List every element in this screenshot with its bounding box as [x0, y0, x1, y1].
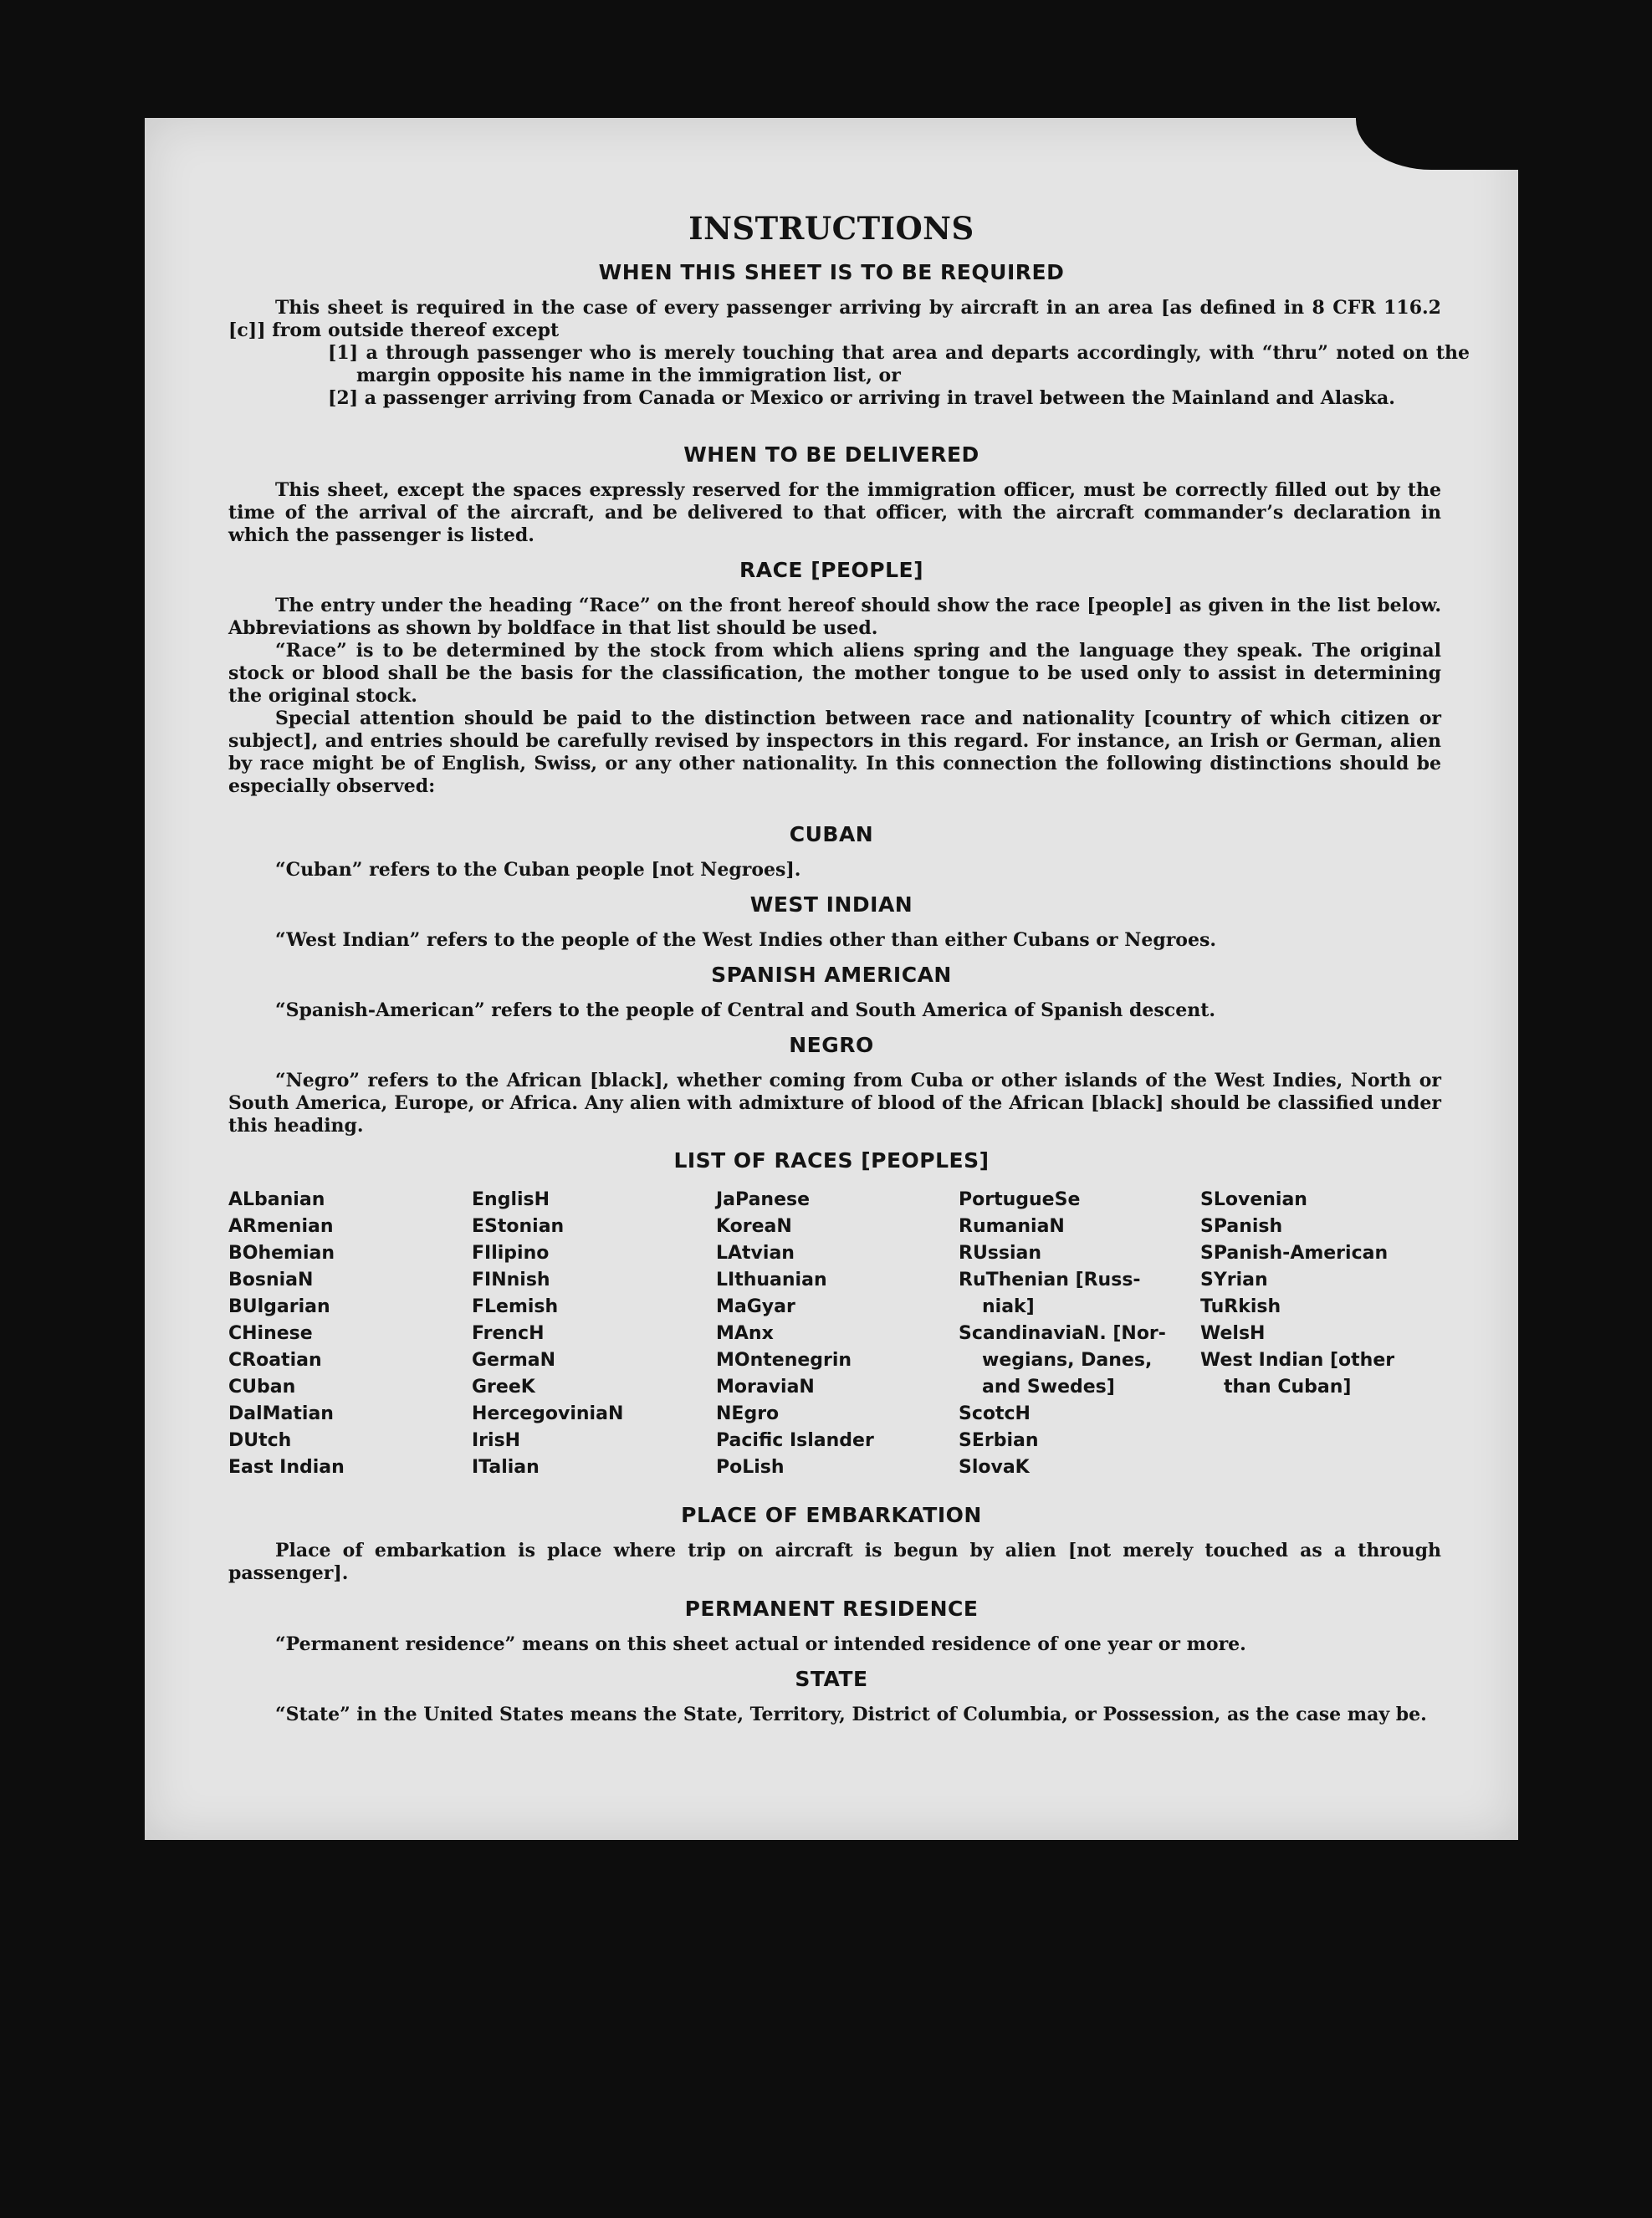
race-item: LAtvian	[716, 1243, 795, 1264]
race-item: FLemish	[472, 1296, 559, 1317]
race-paragraph-1: The entry under the heading “Race” on the front hereof should show the race [people] as given in the list below. Abbreviations as shown by boldface in that list should be used.	[228, 595, 1441, 639]
cuban-text: “Cuban” refers to the Cuban people [not Negroes].	[275, 859, 801, 881]
race-item: PoLish	[716, 1457, 785, 1478]
torn-corner	[1356, 111, 1523, 170]
race-item: NEgro	[716, 1403, 780, 1424]
west-indian-text: “West Indian” refers to the people of the West Indies other than either Cubans or Negroes.	[275, 929, 1217, 951]
race-item: EnglisH	[472, 1189, 550, 1210]
heading-when-delivered: WHEN TO BE DELIVERED	[683, 442, 979, 467]
race-list	[228, 1187, 1441, 1478]
race-item: MoraviaN	[716, 1377, 815, 1398]
race-item: ITalian	[472, 1457, 540, 1478]
race-item: PortugueSe	[959, 1189, 1081, 1210]
race-paragraph-2: “Race” is to be determined by the stock from which aliens spring and the language they speak. The original stock or blood shall be the basis for the classification, the mother tongue to be used only to assist in determining the original stock.	[228, 640, 1441, 707]
race-item: East Indian	[228, 1457, 345, 1478]
race-item: SPanish-American	[1200, 1243, 1389, 1264]
race-item: and Swedes]	[982, 1377, 1115, 1398]
race-item: niak]	[982, 1296, 1035, 1317]
race-item: CHinese	[228, 1323, 313, 1344]
race-item: LIthuanian	[716, 1270, 827, 1290]
heading-permanent-residence: PERMANENT RESIDENCE	[684, 1597, 979, 1621]
heading-list-of-races: LIST OF RACES [PEOPLES]	[673, 1148, 990, 1173]
race-item: SPanish	[1200, 1216, 1283, 1237]
race-item: ARmenian	[228, 1216, 334, 1237]
heading-place-of-embarkation: PLACE OF EMBARKATION	[681, 1503, 982, 1527]
race-item: ScandinaviaN. [Nor-	[959, 1323, 1166, 1344]
race-item: MOntenegrin	[716, 1350, 852, 1371]
race-item: Pacific Islander	[716, 1430, 874, 1451]
race-item: TuRkish	[1200, 1296, 1281, 1317]
race-column-4	[959, 1187, 1166, 1481]
spanish-american-text: “Spanish-American” refers to the people of Central and South America of Spanish descent.	[275, 999, 1216, 1021]
race-item: JaPanese	[716, 1189, 811, 1210]
heading-cuban: CUBAN	[789, 822, 874, 846]
race-item: CUban	[228, 1377, 296, 1398]
embarkation-text: Place of embarkation is place where trip on aircraft is begun by alien [not merely touched as a through passenger].	[228, 1540, 1441, 1584]
race-item: GermaN	[472, 1350, 556, 1371]
race-item: RUssian	[959, 1243, 1042, 1264]
race-item: CRoatian	[228, 1350, 322, 1371]
race-column-2	[472, 1187, 623, 1481]
race-item: EStonian	[472, 1216, 565, 1237]
race-item: KoreaN	[716, 1216, 792, 1237]
race-column-1	[228, 1187, 345, 1481]
exception-item-2: [2] a passenger arriving from Canada or Mexico or arriving in travel between the Mainland and Alaska.	[328, 387, 1395, 409]
race-item: HercegoviniaN	[472, 1403, 624, 1424]
race-item: GreeK	[472, 1377, 535, 1398]
state-text: “State” in the United States means the State, Territory, District of Columbia, or Possession, as the case may be.	[275, 1704, 1427, 1725]
page-title: INSTRUCTIONS	[688, 210, 974, 247]
race-item: MaGyar	[716, 1296, 795, 1317]
race-item: ScotcH	[959, 1403, 1031, 1424]
race-item: BosniaN	[228, 1270, 314, 1290]
race-item: MAnx	[716, 1323, 774, 1344]
race-item: WelsH	[1200, 1323, 1266, 1344]
exception-item-1: [1] a through passenger who is merely touching that area and departs accordingly, with “thru” noted on the margin opposite his name in the immigration list, or	[328, 342, 1470, 386]
race-item: RuThenian [Russ-	[959, 1270, 1141, 1290]
race-item: FINnish	[472, 1270, 550, 1290]
heading-race: RACE [PEOPLE]	[739, 558, 924, 582]
race-column-5	[1200, 1187, 1394, 1401]
race-item: SYrian	[1200, 1270, 1268, 1290]
race-item: West Indian [other	[1200, 1350, 1395, 1371]
race-item: SLovenian	[1200, 1189, 1307, 1210]
race-item: IrisH	[472, 1430, 521, 1451]
heading-spanish-american: SPANISH AMERICAN	[711, 963, 952, 987]
race-item: wegians, Danes,	[982, 1350, 1153, 1371]
race-item: DUtch	[228, 1430, 292, 1451]
heading-negro: NEGRO	[789, 1033, 874, 1057]
race-item: SErbian	[959, 1430, 1039, 1451]
race-item: DalMatian	[228, 1403, 334, 1424]
when-delivered-text: This sheet, except the spaces expressly reserved for the immigration officer, must be correctly filled out by the time of the arrival of the aircraft, and be delivered to that officer, with the aircraft commander’s declaration in which the passenger is listed.	[228, 479, 1441, 546]
negro-text: “Negro” refers to the African [black], whether coming from Cuba or other islands of the West Indies, North or South America, Europe, or Africa. Any alien with admixture of blood of the African [black] should be classified under this heading.	[228, 1070, 1441, 1137]
race-paragraph-3: Special attention should be paid to the distinction between race and nationality [country of which citizen or subject], and entries should be carefully revised by inspectors in this regard. For instance, an Irish or German, alien by race might be of English, Swiss, or any other nationality. In this connection the following distinctions should be especially observed:	[228, 708, 1441, 797]
instruction-sheet	[145, 118, 1518, 1840]
when-required-intro: This sheet is required in the case of every passenger arriving by aircraft in an area [as defined in 8 CFR 116.2 [c]] from outside thereof except	[228, 297, 1441, 341]
race-item: ALbanian	[228, 1189, 325, 1210]
race-item: BUlgarian	[228, 1296, 330, 1317]
race-item: than Cuban]	[1224, 1377, 1352, 1398]
residence-text: “Permanent residence” means on this sheet actual or intended residence of one year or more.	[275, 1633, 1246, 1655]
heading-state: STATE	[795, 1667, 868, 1691]
heading-when-required: WHEN THIS SHEET IS TO BE REQUIRED	[598, 260, 1065, 284]
heading-west-indian: WEST INDIAN	[749, 892, 913, 917]
race-item: FIlipino	[472, 1243, 550, 1264]
race-item: RumaniaN	[959, 1216, 1065, 1237]
race-item: BOhemian	[228, 1243, 335, 1264]
race-column-3	[716, 1187, 874, 1481]
race-item: FrencH	[472, 1323, 545, 1344]
race-item: SlovaK	[959, 1457, 1030, 1478]
